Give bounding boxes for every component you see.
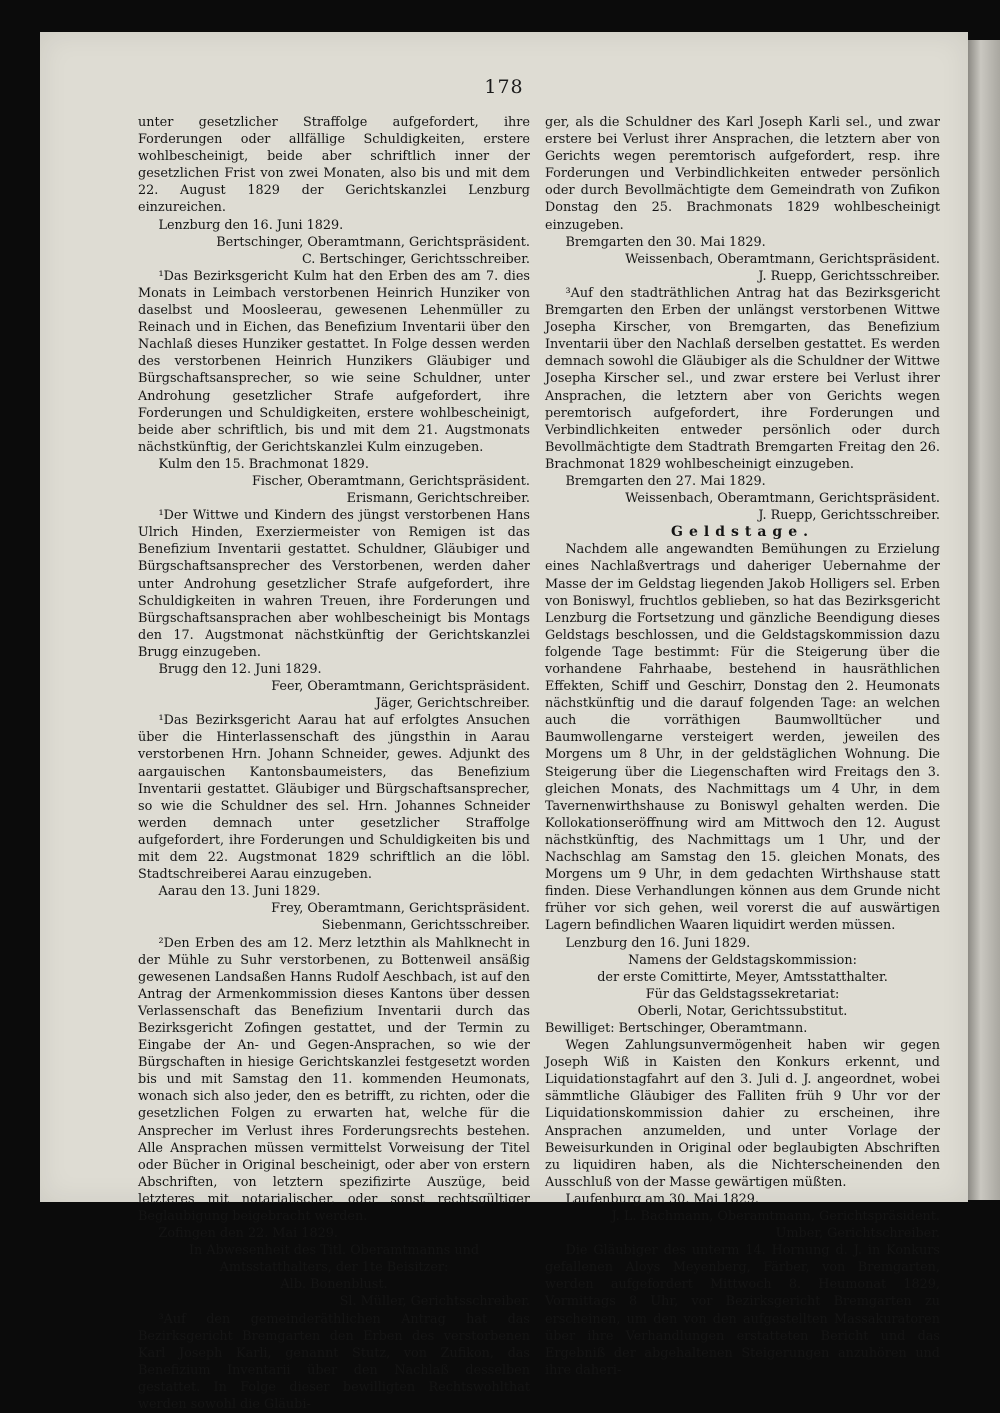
left-paragraph-19: Alb. Bonenblust.: [280, 1277, 388, 1293]
page-number: 178: [484, 76, 524, 98]
right-paragraph-6: Weissenbach, Oberamtmann, Gerichtspräsident.: [625, 491, 940, 507]
left-paragraph-18: In Abwesenheit des Titl. Oberamtmanns und Amtsstatthalters, der 1te Beisitzer:: [188, 1243, 480, 1276]
left-paragraph-14: Frey, Oberamtmann, Gerichtspräsident.: [271, 901, 530, 917]
right-paragraph-16: Wegen Zahlungsunvermögenheit haben wir gegen Joseph Wiß in Kaisten den Konkurs erkennt, und Liquidationstagfahrt auf den 3. Juli d. J. angeordnet, wobei sämmtliche Gläubiger des Falliten früh 9 Uhr vor der Liquidationskommission dahier zu erscheinen, ihre Ansprachen anzumelden, und unter Vorlage der Beweisurkunden in Original oder beglaubigten Abschriften zu liquidiren haben, als die Nichterscheinenden den Ausschluß von der Masse gewärtigen müßten.: [545, 1038, 940, 1190]
right-paragraph-11: Namens der Geldstagskommission:: [628, 952, 857, 968]
left-column: [138, 114, 530, 1413]
left-paragraph-10: Feer, Oberamtmann, Gerichtspräsident.: [271, 679, 530, 695]
right-paragraph-4: ³Auf den stadträthlichen Antrag hat das Bezirksgericht Bremgarten den Erben der unlängst verstorbenen Wittwe Josepha Kirscher, von Bremgarten, das Benefizium Inventarii über den Nachlaß derselben gestattet. Es werden demnach sowohl die Gläubiger als die Schuldner der Wittwe Josepha Kirscher sel., und zwar erstere bei Verlust ihrer Ansprachen, die letztern aber von Gerichts wegen peremtorisch aufgefordert, ihre Forderungen und Verbindlichkeiten entweder persönlich oder durch Bevollmächtigte dem Stadtrath Bremgarten Freitag den 26. Brachmonat 1829 wohlbescheinigt einzugeben.: [545, 285, 940, 472]
right-paragraph-0: ger, als die Schuldner des Karl Joseph Karli sel., und zwar erstere bei Verlust ihrer Ansprachen, die letztern aber von Gerichts wegen peremtorisch aufgefordert, resp. ihre Forderungen und Verbindlichkeiten entweder persönlich oder durch Bevollmächtigte dem Gemeindrath von Zufikon Donstag den 25. Brachmonats 1829 wohlbescheinigt einzugeben.: [545, 115, 940, 233]
left-paragraph-5: Kulm den 15. Brachmonat 1829.: [158, 456, 369, 472]
right-paragraph-18: J. L. Bachmann, Oberamtmann, Gerichtspräsident.: [611, 1209, 940, 1224]
left-paragraph-17: Zofingen den 22. Mai 1829.: [158, 1226, 338, 1242]
left-paragraph-13: Aarau den 13. Juni 1829.: [158, 884, 321, 900]
right-paragraph-5: Bremgarten den 27. Mai 1829.: [565, 473, 766, 489]
right-paragraph-2: Weissenbach, Oberamtmann, Gerichtspräsident.: [625, 251, 940, 267]
left-paragraph-9: Brugg den 12. Juni 1829.: [158, 662, 322, 677]
left-paragraph-1: Lenzburg den 16. Juni 1829.: [158, 217, 344, 233]
right-paragraph-20: Die Gläubiger des unterm 14. Hornung d. J. in Konkurs gefallenen Aloys Meyenberg, Färber, von Bremgarten, werden aufgefordert Mittwoch 8. Heumonat 1829, Vormittags 8 Uhr, vor Bezirksgericht Bremgarten zu erscheinen, um den von den aufgestellten Massakuratoren über ihre Verhandlungen erstatteten Bericht und das Ergebniß der abgehaltenen Steigerungen anzuhören und ihre daheri-: [545, 1243, 940, 1378]
left-paragraph-6: Fischer, Oberamtmann, Gerichtspräsident.: [252, 473, 530, 489]
left-paragraph-12: ¹Das Bezirksgericht Aarau hat auf erfolgtes Ansuchen über die Hinterlassenschaft des jüngsthin in Aarau verstorbenen Hrn. Johann Schneider, gewes. Adjunkt des aargauischen Kantonsbaumeisters, das Benefizium Inventarii gestattet. Gläubiger und Bürgschaftsansprecher, so wie die Schuldner des sel. Hrn. Johannes Schneider werden demnach unter gesetzlicher Straffolge aufgefordert, ihre Forderungen und Schuldigkeiten bis und mit dem 22. Augstmonat 1829 schriftlich an die löbl. Stadtschreiberei Aarau einzugeben.: [138, 713, 530, 883]
left-paragraph-8: ¹Der Wittwe und Kindern des jüngst verstorbenen Hans Ulrich Hinden, Exerziermeister von Remigen ist das Benefizium Inventarii gestattet. Schuldner, Gläubiger und Bürgschaftsansprecher des Verstorbenen, werden daher unter Androhung gesetzlicher Strafe aufgefordert, ihre Schuldigkeiten in wahren Treuen, ihre Forderungen und Bürgschaftsansprachen aber wohlbescheinigt bis Montags den 17. Augstmonat nächstkünftig der Gerichtskanzlei Brugg einzugeben.: [138, 508, 530, 660]
left-paragraph-15: Siebenmann, Gerichtsschreiber.: [321, 918, 530, 934]
right-paragraph-12: der erste Comittirte, Meyer, Amtsstatthalter.: [597, 969, 888, 985]
right-paragraph-15: Bewilliget: Bertschinger, Oberamtmann.: [545, 1020, 808, 1036]
right-paragraph-3: J. Ruepp, Gerichtsschreiber.: [758, 268, 940, 284]
left-paragraph-20: Sl. Müller, Gerichtsschreiber.: [339, 1294, 530, 1310]
left-paragraph-2: Bertschinger, Oberamtmann, Gerichtspräsident.: [216, 234, 530, 250]
adjacent-page-edge: [968, 40, 1000, 1200]
left-paragraph-21: ³Auf den gemeinderäthlichen Antrag hat das Bezirksgericht Bremgarten den Erben des verstorbenen Karl Joseph Karli, genannt Stutz, von Zufikon, das Benefizium Inventarii über den Nachlaß desselben gestattet. In Folge dieser bewilligten Rechtswohlthat werden sowohl die Gläubi-: [138, 1311, 530, 1413]
right-paragraph-17: Laufenburg am 30. Mai 1829.: [565, 1191, 759, 1207]
right-paragraph-1: Bremgarten den 30. Mai 1829.: [565, 234, 766, 250]
right-column: [545, 114, 940, 1378]
right-paragraph-8: Geldstage.: [671, 524, 814, 541]
left-paragraph-3: C. Bertschinger, Gerichtsschreiber.: [301, 251, 530, 267]
left-paragraph-16: ²Den Erben des am 12. Merz letzthin als Mahlknecht in der Mühle zu Suhr verstorbenen, zu Bottenweil ansäßig gewesenen Landsaßen Hanns Rudolf Aeschbach, ist auf den Antrag der Armenkommission dieses Kantons über dessen Verlassenschaft das Benefizium Inventarii durch das Bezirksgericht Zofingen gestattet, und der Termin zu Eingabe der An- und Gegen-Ansprachen, so wie der Bürgschaften in hiesige Gerichtskanzlei festgesetzt worden bis und mit Samstag den 11. kommenden Heumonats, wonach sich also jeder, den es betrifft, zu richten, oder die gesetzlichen Folgen zu erwarten hat, welche für die Ansprecher im Verlust ihres Forderungsrechts bestehen. Alle Ansprachen müssen vermittelst Vorweisung der Titel oder Bücher in Original bescheinigt, oder aber von erstern Abschriften, von letztern spezifizirte Auszüge, beid letzteres mit notarialischer, oder sonst rechtsgültiger Beglaubigung beigebracht werden.: [138, 935, 530, 1224]
right-paragraph-10: Lenzburg den 16. Juni 1829.: [565, 935, 751, 951]
document-page: [40, 32, 968, 1413]
right-paragraph-19: Umber, Gerichtschreiber.: [775, 1226, 940, 1242]
left-paragraph-0: unter gesetzlicher Straffolge aufgefordert, ihre Forderungen oder allfällige Schuldigkeiten, erstere wohlbescheinigt, beide aber schriftlich inner der gesetzlichen Frist von zwei Monaten, also bis und mit dem 22. August 1829 der Gerichtskanzlei Lenzburg einzureichen.: [138, 115, 530, 216]
left-paragraph-7: Erismann, Gerichtschreiber.: [346, 491, 530, 507]
left-paragraph-11: Jäger, Gerichtschreiber.: [375, 696, 530, 712]
right-paragraph-7: J. Ruepp, Gerichtsschreiber.: [758, 508, 940, 524]
right-paragraph-13: Für das Geldstagssekretariat:: [645, 986, 840, 1002]
right-paragraph-14: Oberli, Notar, Gerichtssubstitut.: [637, 1003, 848, 1019]
right-paragraph-9: Nachdem alle angewandten Bemühungen zu Erzielung eines Nachlaßvertrags und daheriger Uebernahme der Masse der im Geldstag liegenden Jakob Holligers sel. Erben von Boniswyl, fruchtlos geblieben, so hat das Bezirksgericht Lenzburg die Fortsetzung und gänzliche Beendigung dieses Geldstags beschlossen, und die Geldstagskommission dazu folgende Tage bestimmt: Für die Steigerung über die vorhandene Fahrhaabe, bestehend in hausräthlichen Effekten, Schiff und Geschirr, Donstag den 2. Heumonats nächstkünftig und die darauf folgenden Tage: an welchen auch die vorräthigen Baumwolltücher und Baumwollengarne versteigert werden, jeweilen des Morgens um 8 Uhr, in der geldstäglichen Wohnung. Die Steigerung über die Liegenschaften wird Freitags den 3. gleichen Monats, des Nachmittags um 4 Uhr, in dem Tavernenwirthshause zu Boniswyl gehalten werden. Die Kollokationseröffnung wird am Mittwoch den 12. August nächstkünftig, des Nachmittags um 1 Uhr, und der Nachschlag am Samstag den 15. gleichen Monats, des Morgens um 9 Uhr, in dem gedachten Wirthshause statt finden. Diese Verhandlungen können aus dem Grunde nicht früher vor sich gehen, weil vorerst die auf auswärtigen Lagern befindlichen Waaren liquidirt werden müssen.: [545, 542, 940, 934]
left-paragraph-4: ¹Das Bezirksgericht Kulm hat den Erben des am 7. dies Monats in Leimbach verstorbenen Heinrich Hunziker von daselbst und Moosleerau, gewesenen Lehenmüller zu Reinach und in Eichen, das Benefizium Inventarii über den Nachlaß dieses Hunziker gestattet. In Folge dessen werden des verstorbenen Heinrich Hunzikers Gläubiger und Bürgschaftsansprecher, so wie seine Schuldner, unter Androhung gesetzlicher Strafe aufgefordert, ihre Forderungen und Schuldigkeiten, erstere wohlbescheinigt, beide aber schriftlich, bis und mit dem 21. Augstmonats nächstkünftig, der Gerichtskanzlei Kulm einzugeben.: [138, 268, 530, 455]
